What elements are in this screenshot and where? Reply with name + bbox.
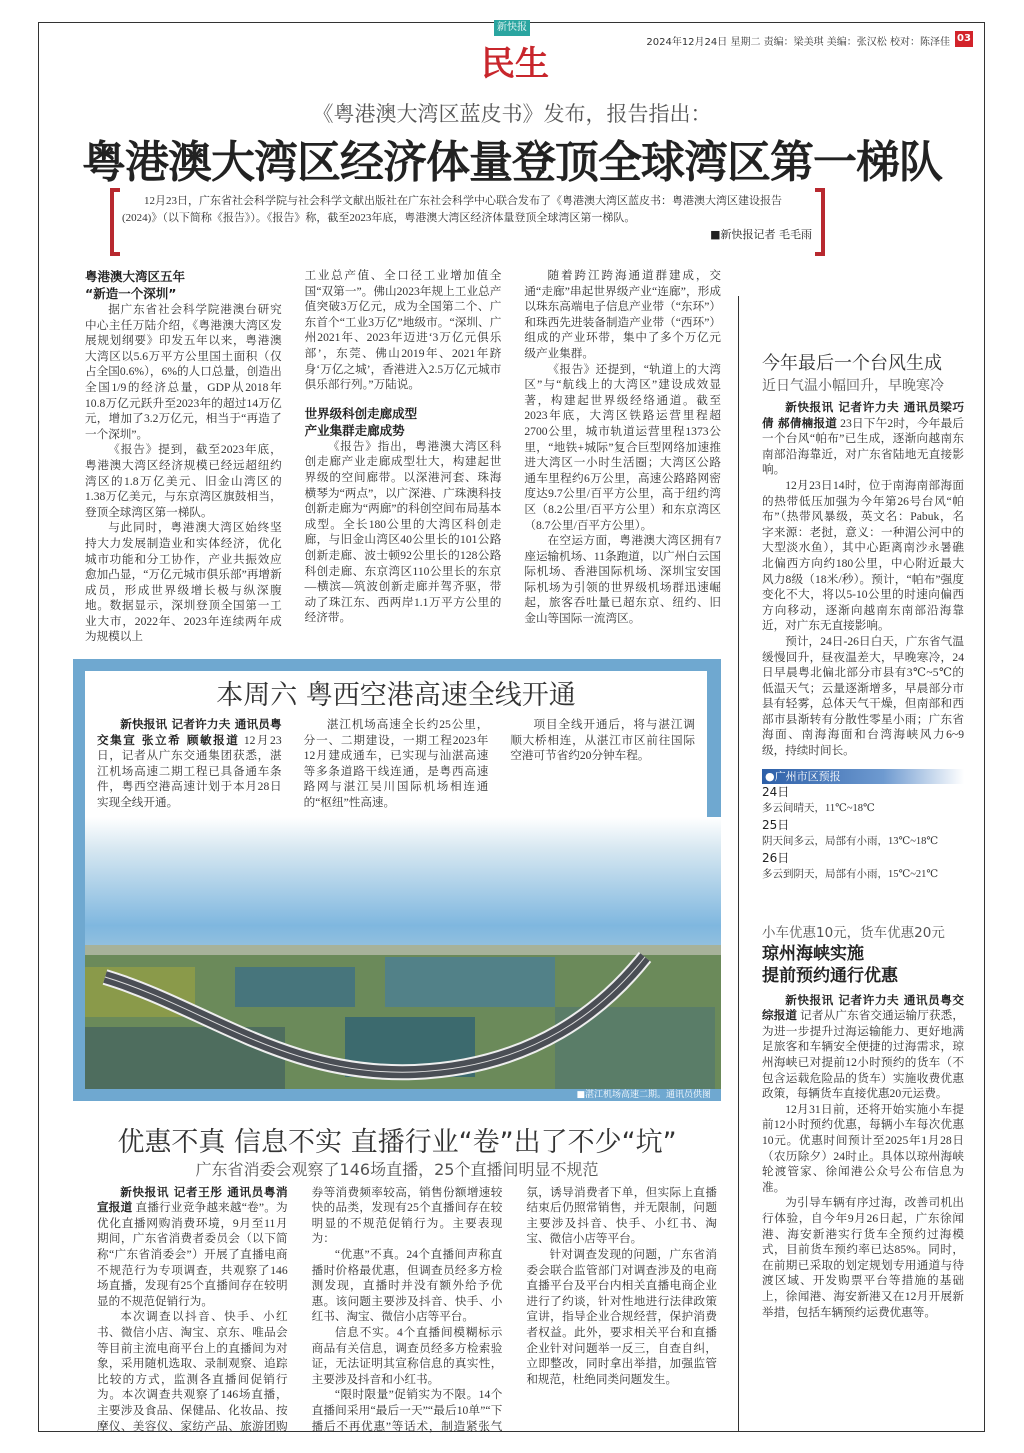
lead-summary-block (122, 193, 812, 242)
subheading: 粤港澳大湾区五年 (85, 269, 186, 284)
paragraph-text: 记者从广东省交通运输厅获悉，为进一步提升过海运输能力、更好地满足旅客和车辆安全便捷的过海需求，琼州海峡已对提前12小时预约的货车（不包含运载危险品的货车）实施收费优惠政策，每辆货车直接优惠20元运费。 (762, 1009, 964, 1101)
paragraph: 针对调查发现的问题，广东省消委会联合监管部门对调查涉及的电商直播平台及平台内相关直播电商企业进行了约谈，针对性地进行法律政策宣讲，指导企业合规经营，保护消费者权益。此外，要求相关平台和直播企业针对问题举一反三，自查自纠，立即整改，同时拿出举措，加强监管和规范，杜绝同类问题发生。 (526, 1248, 717, 1386)
paragraph: 信息不实。4个直播间模糊标示商品有关信息，调查员经多方检索验证，无法证明其宣称信息的真实性，主要涉及抖音和小红书。 (311, 1325, 503, 1386)
forecast-date: 25日 (762, 817, 790, 832)
subheading: “新造一个深圳” (85, 286, 177, 301)
photo-caption: ■湛江机场高速二期。通讯员供图 (576, 1089, 711, 1100)
forecast-desc: 多云到阴天，局部有小雨，15℃~21℃ (762, 868, 939, 880)
column-divider (738, 296, 739, 1432)
livestream-headline: 优惠不真 信息不实 直播行业“卷”出了不少“坑” (117, 1126, 677, 1158)
paragraph: “限时限量”促销实为不限。14个直播间采用“最后一天”“最后10单”“下播后不再优惠”等话术，制造紧张气氛，诱导消费者下单，但实际上直播结束后仍照常销售，并无限制，问题主要涉及抖音、快手、小红书、淘宝、微信小店等平台。 (311, 1185, 717, 1433)
paragraph-text: 12月23日，记者从广东交通集团获悉，湛江机场高速二期工程已具备通车条件，粤西空港高速计划于本月28日实现全线开通。 (97, 733, 282, 810)
typhoon-body (762, 400, 964, 759)
paragraph: 项目全线开通后，将与湛江调顺大桥相连，从湛江市区前往国际空港可节省约20分钟车程。 (510, 718, 695, 763)
lead-column-1 (85, 268, 282, 645)
ferry-kicker: 小车优惠10元，货车优惠20元 (762, 924, 945, 941)
highway-body (97, 717, 695, 811)
paragraph (97, 717, 282, 811)
paragraph: 12月31日前，还将开始实施小车提前12小时预约优惠，每辆小车每次优惠10元。优惠时间预计至2025年1月28日（农历除夕）24时止。具体以琼州海峡轮渡管家、徐闻港公众号公布信息为准。 (762, 1102, 964, 1194)
lead-column-3 (524, 268, 721, 645)
forecast-date: 24日 (762, 784, 790, 799)
paragraph (762, 400, 964, 478)
date-line: 2024年12月24日 星期二 责编：梁美琪 美编：张汉松 校对：陈泽佳 (646, 37, 950, 48)
paragraph: 湛江机场高速全长约25公里，分一、二期建设，一期工程2023年12月建成通车，已实现与汕湛高速等多条道路干线连通，是粤西高速路网与湛江吴川国际机场相连通的“枢纽”性高速。 (303, 718, 489, 810)
lead-summary: 12月23日，广东省社会科学院与社会科学文献出版社在广东社会科学中心联合发布了《粤港澳大湾区蓝皮书：粤港澳大湾区建设报告(2024)》（以下简称《报告》）。《报告》称，截至2023年底，粤港澳大湾区经济体量登顶全球湾区第一梯队。 (122, 195, 782, 224)
forecast-desc: 阴天间多云，局部有小雨，13℃~18℃ (762, 835, 939, 847)
paragraph: 据广东省社会科学院港澳台研究中心主任万陆介绍，《粤港澳大湾区发展规划纲要》印发五年以来，粤港澳大湾区以5.6万平方公里国土面积（仅占全国0.6%），6%的人口总量，创造出全国1/9的经济总量，GDP从2018年10.8万亿元跃升至2023年的超过14万亿元，增加了3.2万亿元，相当于“再造了一个深圳”。 (85, 303, 282, 441)
subheading: 产业集群走廊成势 (304, 422, 405, 438)
paragraph: 为引导车辆有序过海，改善司机出行体验，自今年9月26日起，广东徐闻港、海安新港实行货车全预约过海模式，目前货车预约率已达85%。同时，在前期已采取的划定规划专用通道与待渡区域、开发购票平台等措施的基础上，徐闻港、海安新港又在12月开展新举措，包括车辆预约运费优惠等。 (762, 1196, 964, 1319)
byline: 新快报讯 记者王彤 通讯员粤消宣报道 (97, 1184, 288, 1215)
paragraph: 《报告》提到，截至2023年底，粤港澳大湾区经济规模已经远超纽约湾区的1.8万亿美元、旧金山湾区的1.38万亿美元，与东京湾区旗鼓相当，登顶全球湾区第一梯队。 (85, 443, 282, 519)
forecast-day (762, 784, 964, 817)
paragraph: 在空运方面，粤港澳大湾区拥有7座运输机场、11条跑道，以广州白云国际机场、香港国际机场、深圳宝安国际机场为引领的世界级机场群迅速崛起，旅客吞吐量已超东京、纽约、旧金山等国际一流湾区。 (524, 534, 722, 626)
ferry-body (762, 993, 964, 1320)
lead-columns (73, 268, 721, 645)
paragraph: 《报告》还提到，“轨道上的大湾区”与“航线上的大湾区”建设成效显著，构建起世界级经络通道。截至2023年底，大湾区铁路运营里程超2700公里，城市轨道运营里程1373公里，“地铁+城际”复合巨型网络加速推进大湾区一小时生活圈；大湾区公路通车里程约6万公里，高速公路路网密度达9.7公里/百平方公里，高于纽约湾区（8.2公里/百平方公里）和东京湾区（8.7公里/百平方公里）。 (524, 362, 722, 532)
ferry-headline-line1: 琼州海峡实施 (762, 943, 864, 964)
highway-story-box (73, 659, 721, 1101)
highway-headline: 本周六 粤西空港高速全线开通 (216, 680, 576, 712)
lead-kicker: 《粤港澳大湾区蓝皮书》发布，报告指出： (312, 102, 712, 126)
byline: 新快报讯 记者许力夫 通讯员粤交集宣 张立希 顾敏报道 (97, 717, 282, 747)
lead-column-2 (305, 268, 502, 645)
paragraph: 随着跨江跨海通道群建成，交通“走廊”串起世界级产业“连廊”，形成以珠东高端电子信息产业带（“东环”）和珠西先进装备制造产业带（“西环”）组成的产业环带，集中了多个万亿元级产业集群。 (524, 269, 722, 360)
highway-photo-illustration (85, 817, 721, 1089)
ferry-headline-line2: 提前预约通行优惠 (762, 965, 898, 986)
paragraph (97, 1185, 288, 1310)
paragraph: 工业总产值、全口径工业增加值全国“双第一”。佛山2023年规上工业总产值突破3万亿元，成为全国第二个、广东首个“工业3万亿”地级市。“深圳、广州2021年、2023年迈进‘3万亿元俱乐部’，东莞、佛山2019年、2021年跻身‘万亿之城’，香港进入2.5万亿元城市俱乐部行列。”万陆说。 (304, 269, 502, 392)
paragraph-text: 23日下午2时，今年最后一个台风“帕布”已生成，逐渐向越南东南部沿海靠近，对广东省陆地无直接影响。 (762, 416, 964, 477)
forecast-desc: 多云间晴天，11℃~18℃ (762, 802, 875, 814)
paragraph: 《报告》指出，粤港澳大湾区科创走廊产业走廊成型壮大，构建起世界级的空间廊带。以深港河套、珠海横琴为“两点”，以广深港、广珠澳科技创新走廊为“两廊”的科创空间布局基本成型。全长180公里的大湾区科创走廊，与旧金山湾区40公里长的101公路创新走廊、波士顿92公里长的128公路科创走廊、东京湾区110公里长的东京—横滨—筑波创新走廊并驾齐驱，带动了珠江东、西两岸1.1万平方公里的经济带。 (304, 439, 502, 625)
lead-headline: 粤港澳大湾区经济体量登顶全球湾区第一梯队 (82, 137, 942, 188)
highway-aerial-photo (85, 817, 721, 1089)
byline: 新快报讯 记者许力夫 通讯员粤交综报道 (762, 992, 964, 1023)
paragraph: 预计，24日-26日白天，广东省气温缓慢回升，昼夜温差大，早晚寒冷，24日早晨粤北偏北部分市县有3℃~5℃的低温天气；云量逐渐增多，早晨部分市县有轻雾，总体天气干燥，但南部和西部市县渐转有分散性零星小雨；广东省海面、南海海面和台湾海峡风力6~9级，持续时间长。 (762, 634, 964, 758)
subheading: 世界级科创走廊成型 (304, 405, 418, 421)
lead-byline: ■新快报记者 毛毛雨 (710, 228, 812, 241)
paragraph (762, 993, 964, 1102)
left-content (73, 268, 721, 1434)
right-bracket (815, 188, 825, 256)
forecast-date: 26日 (762, 850, 790, 865)
forecast-header: ●广州市区预报 (762, 769, 964, 784)
right-content (762, 352, 964, 1320)
section-title: 民生 (481, 44, 549, 84)
page-number: 03 (955, 31, 973, 47)
paragraph: “优惠”不真。24个直播间声称直播时价格最优惠，但调查员经多方检测发现，直播时并没有额外给予优惠。该问题主要涉及抖音、快手、小红书、淘宝、微信小店等平台。 (311, 1248, 503, 1324)
forecast-list (762, 784, 964, 883)
typhoon-headline: 今年最后一个台风生成 (762, 353, 942, 374)
highway-story-panel (85, 671, 707, 817)
forecast-day (762, 850, 964, 883)
paragraph: 与此同时，粤港澳大湾区始终坚持大力发展制造业和实体经济，优化城市功能和分工协作，产业共振效应愈加凸显，“万亿元城市俱乐部”再增新成员，形成世界级增长极与纵深腹地。数据显示，深圳登顶全国第一工业大市，2022年、2023年连续两年成为规模以上 (85, 521, 282, 644)
paragraph: 本次调查以抖音、快手、小红书、微信小店、淘宝、京东、唯品会等目前主流电商平台上的直播间为对象，采用随机选取、录制观察、追踪比较的方式，监测各直播间促销行为。本次调查共观察了146场直播，主要涉及食品、保健品、化妆品、按摩仪、美容仪、家纺产品、旅游团购券等消费频率较高，销售份额增速较快的品类，发现有25个直播间存在较明显的不规范促销行为。主要表现为： (97, 1185, 503, 1433)
paragraph: 12月23日14时，位于南海南部海面的热带低压加强为今年第26号台风“帕布”（热带风暴级，英文名：Pabuk，名字来源：老挝，意义：一种湄公河中的大型淡水鱼），其中心距离南沙永暑礁北偏西方向约180公里，中心附近最大风力8级（18米/秒）。预计，“帕布”强度变化不大，将以5-10公里的时速向偏西方向移动，逐渐向越南东南部沿海靠近，对广东无直接影响。 (762, 478, 964, 633)
left-bracket (110, 188, 120, 256)
livestream-body (97, 1185, 717, 1435)
typhoon-subheadline: 近日气温小幅回升，早晚寒冷 (762, 378, 944, 394)
paper-logo-tag: 新快报 (494, 20, 530, 36)
paragraph-text: 直播行业竞争越来越“卷”。为优化直播网购消费环境，9月至11月期间，广东省消费者委员会（以下简称“广东省消委会”）开展了直播电商不规范行为专项调查，共观察了146场直播，发现有25个直播间存在较明显的不规范促销行为。 (97, 1201, 288, 1308)
byline: 新快报讯 记者许力夫 通讯员梁巧倩 郝倩楠报道 (762, 400, 964, 430)
livestream-subheadline: 广东省消委会观察了146场直播，25个直播间明显不规范 (195, 1159, 599, 1179)
forecast-day (762, 817, 964, 850)
